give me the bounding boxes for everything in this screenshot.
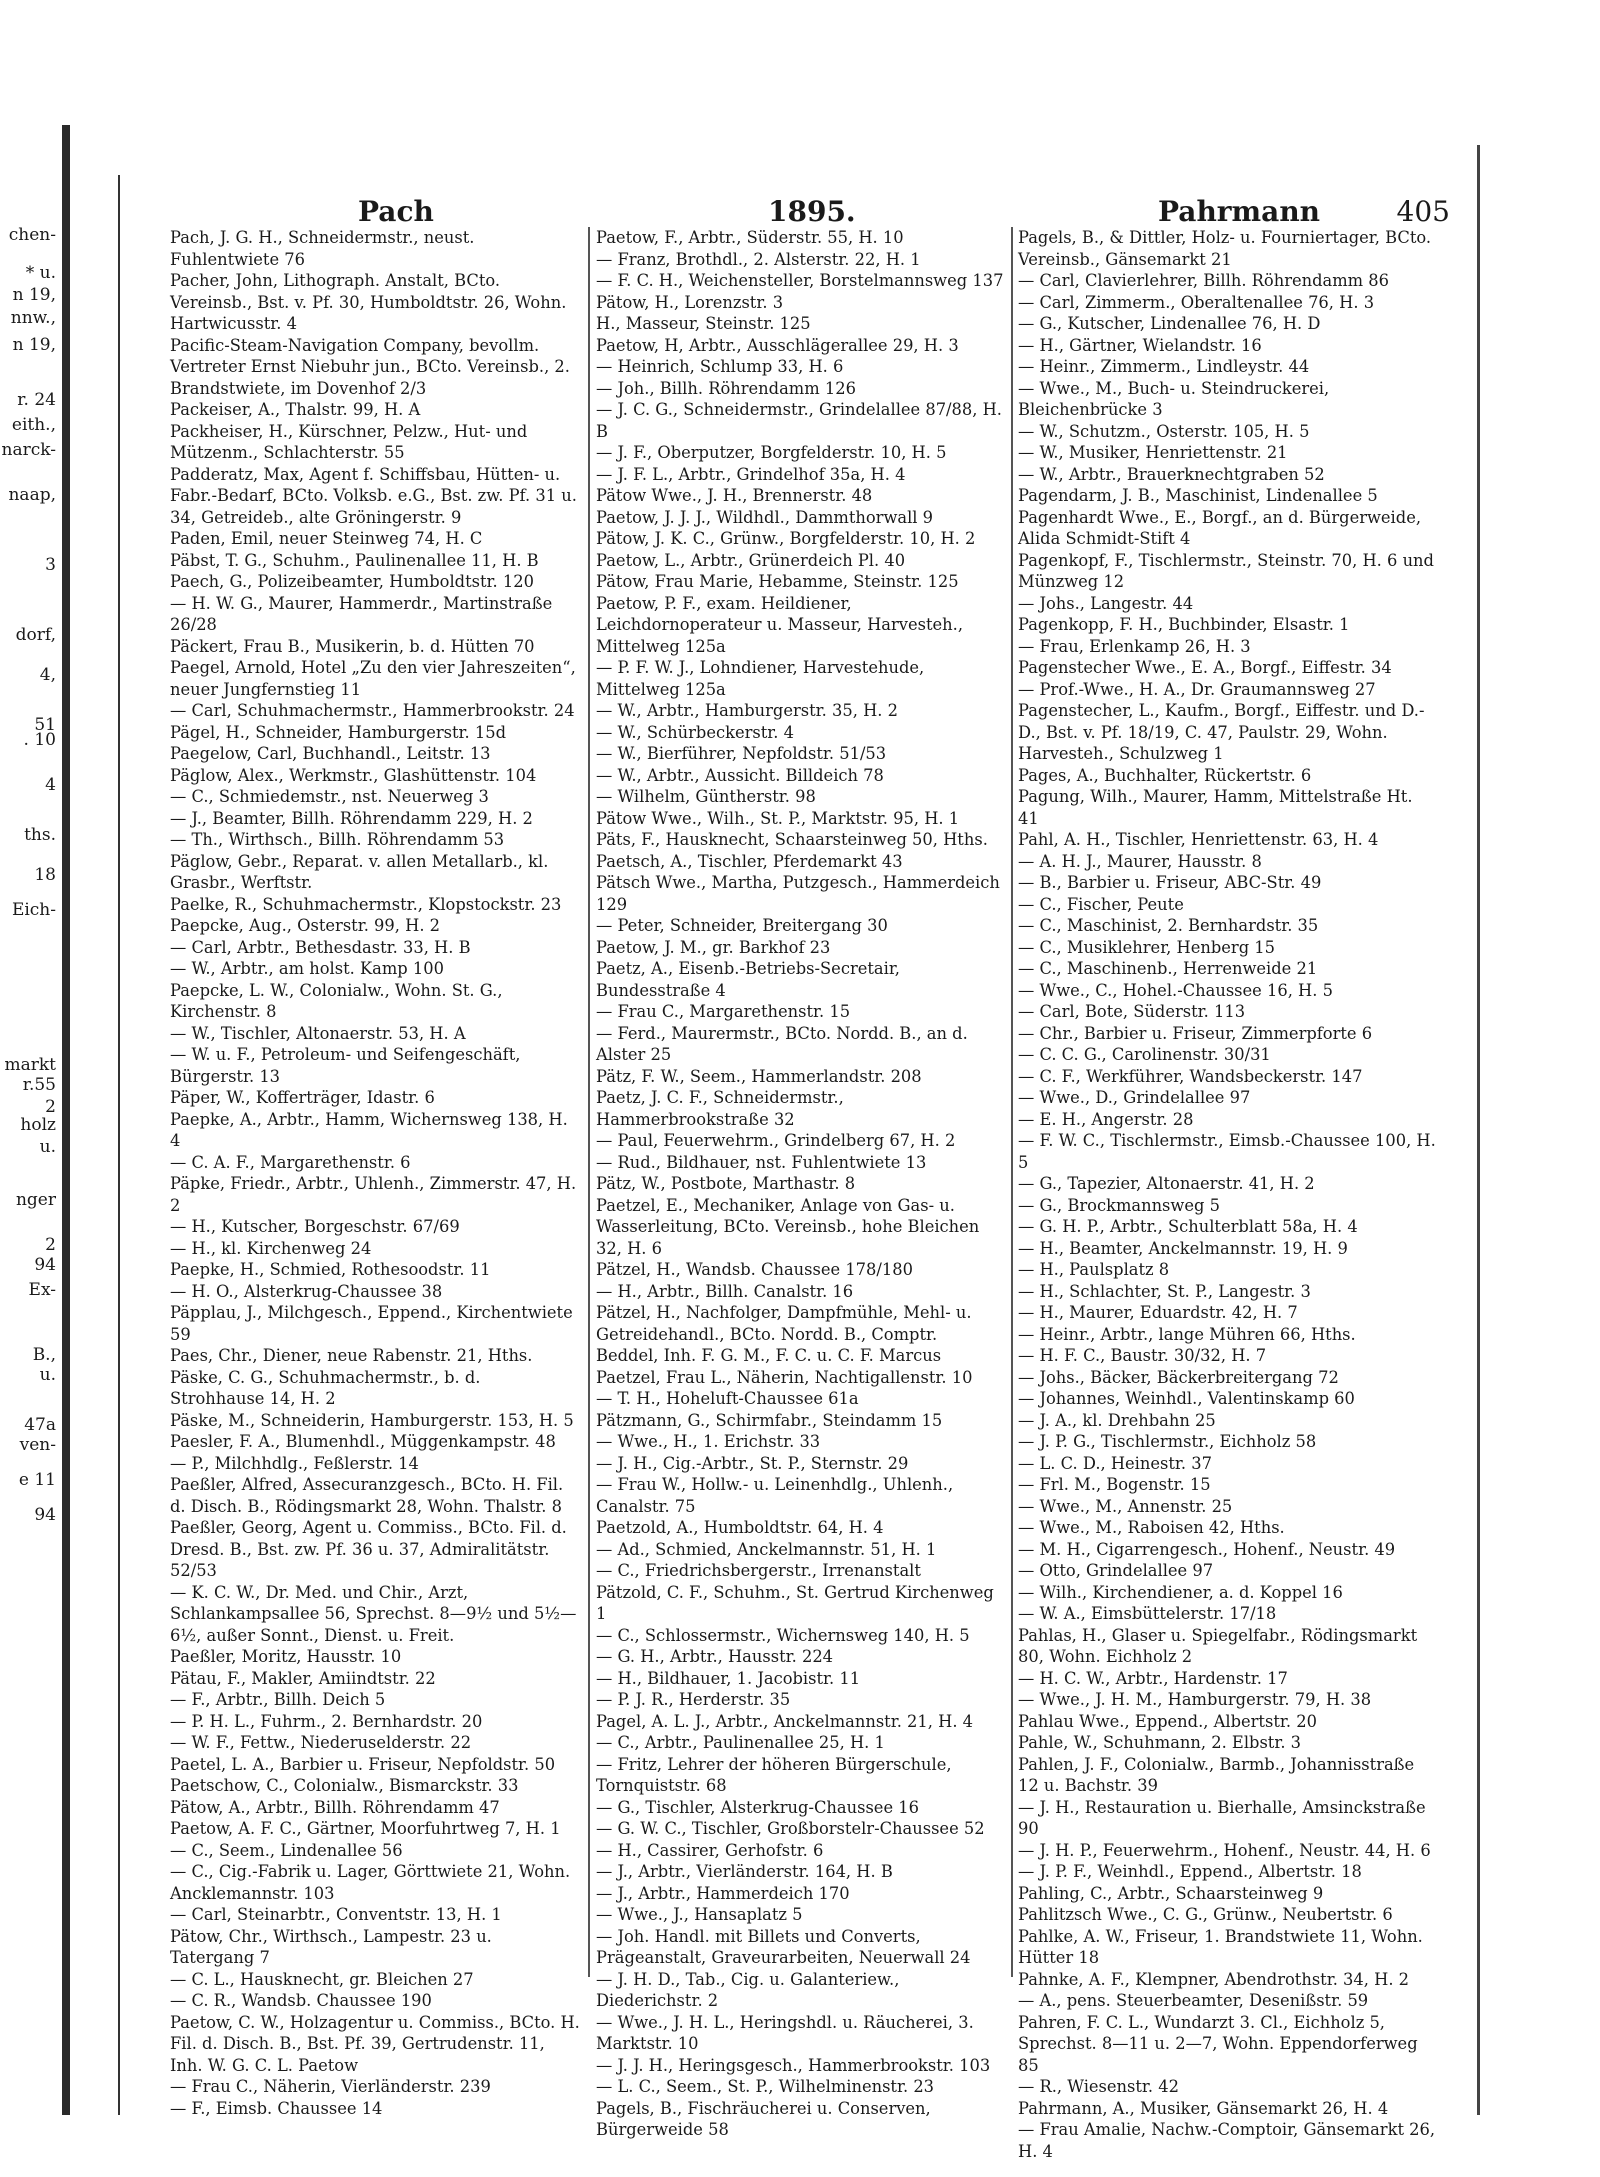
header-year: 1895. xyxy=(768,195,856,228)
directory-entry: — Th., Wirthsch., Billh. Röhrendamm 53 xyxy=(170,830,505,849)
directory-entry: Pagel, A. L. J., Arbtr., Anckelmannstr. 21, H. 4 xyxy=(596,1711,974,1731)
directory-entry: — F., Eimsb. Chaussee 14 xyxy=(170,2098,383,2118)
directory-entry: Paetz, J. C. F., Schneidermstr., Hammerbrookstraße 32 xyxy=(596,1088,844,1129)
directory-entry: — Frau W., Hollw.- u. Leinenhdlg., Uhlenh., Canalstr. 75 xyxy=(596,1475,954,1516)
directory-entry: — G., Brockmannsweg 5 xyxy=(1018,1195,1220,1215)
page-right-border xyxy=(1477,145,1480,2115)
directory-entry: — Frau, Erlenkamp 26, H. 3 xyxy=(1018,636,1251,656)
directory-entry: Pahl, A. H., Tischler, Henriettenstr. 63, H. 4 xyxy=(1018,830,1379,849)
directory-entry: Pätow, J. K. C., Grünw., Borgfelderstr. 10, H. 2 xyxy=(596,529,976,548)
directory-entry: — Wwe., M., Buch- u. Steindruckerei, Bleichenbrücke 3 xyxy=(1018,378,1330,419)
directory-entry: Paech, G., Polizeibeamter, Humboldtstr. 120 xyxy=(170,572,534,591)
directory-entry: Pahrmann, A., Musiker, Gänsemarkt 26, H. 4 xyxy=(1018,2098,1389,2118)
directory-entry: Pahlke, A. W., Friseur, 1. Brandstwiete 11, Wohn. Hütter 18 xyxy=(1018,1926,1423,1967)
directory-entry: Pahnke, A. F., Klempner, Abendrothstr. 34, H. 2 xyxy=(1018,1969,1410,1989)
directory-entry: Pätow, Chr., Wirthsch., Lampestr. 23 u. Tatergang 7 xyxy=(170,1926,492,1967)
directory-entry: — J. A., kl. Drehbahn 25 xyxy=(1018,1410,1216,1430)
directory-entry: Pahlitzsch Wwe., C. G., Grünw., Neubertstr. 6 xyxy=(1018,1905,1393,1924)
adjacent-page-line: B., xyxy=(32,1345,56,1365)
directory-entry: — E. H., Angerstr. 28 xyxy=(1018,1109,1194,1129)
directory-entry: — A. H. J., Maurer, Hausstr. 8 xyxy=(1018,851,1262,871)
directory-entry: — H., Gärtner, Wielandstr. 16 xyxy=(1018,335,1262,355)
directory-entry: Pätzel, H., Nachfolger, Dampfmühle, Mehl- u. Getreidehandl., BCto. Nordd. B., Comptr. Beddel, Inh. F. G. M., F. C. u. C. F. Marcus xyxy=(596,1303,972,1365)
column-divider xyxy=(588,227,590,1977)
directory-entry: — C. R., Wandsb. Chaussee 190 xyxy=(170,1991,432,2010)
directory-entry: — F., Arbtr., Billh. Deich 5 xyxy=(170,1690,386,1709)
directory-entry: Pagels, B., & Dittler, Holz- u. Fourniertager, BCto. Vereinsb., Gänsemarkt 21 xyxy=(1018,228,1432,269)
column-3 xyxy=(1018,227,1438,2162)
adjacent-page-line: 2 xyxy=(45,1235,56,1255)
directory-entry: Pätz, F. W., Seem., Hammerlandstr. 208 xyxy=(596,1066,922,1086)
directory-entry: Pätow, A., Arbtr., Billh. Röhrendamm 47 xyxy=(170,1797,500,1817)
directory-entry: — C. F., Werkführer, Wandsbeckerstr. 147 xyxy=(1018,1066,1363,1086)
directory-entry: Paetel, L. A., Barbier u. Friseur, Nepfoldstr. 50 xyxy=(170,1754,556,1774)
directory-entry: Paetow, F., Arbtr., Süderstr. 55, H. 10 xyxy=(596,228,904,247)
directory-entry: — Frl. M., Bogenstr. 15 xyxy=(1018,1475,1211,1494)
directory-entry: — H., Cassirer, Gerhofstr. 6 xyxy=(596,1840,824,1860)
directory-entry: Pagenhardt Wwe., E., Borgf., an d. Bürgerweide, Alida Schmidt-Stift 4 xyxy=(1018,507,1421,548)
directory-entry: Päpplau, J., Milchgesch., Eppend., Kirchentwiete 59 xyxy=(170,1303,573,1344)
directory-entry: — W., Arbtr., Hamburgerstr. 35, H. 2 xyxy=(596,701,898,720)
directory-entry: Paepke, H., Schmied, Rothesoodstr. 11 xyxy=(170,1260,491,1279)
directory-entry: — Joh. Handl. mit Billets und Converts, Prägeanstalt, Graveurarbeiten, Neuerwall 24 xyxy=(596,1926,971,1967)
directory-entry: Paetschow, C., Colonialw., Bismarckstr. 33 xyxy=(170,1776,519,1795)
directory-entry: Paetow, P. F., exam. Heildiener, Leichdornoperateur u. Masseur, Harvesteh., Mittelweg 125a xyxy=(596,593,964,656)
directory-entry: Pätau, F., Makler, Amiindtstr. 22 xyxy=(170,1668,436,1688)
directory-entry: Paepke, A., Arbtr., Hamm, Wichernsweg 138, H. 4 xyxy=(170,1109,568,1150)
directory-entry: — Prof.-Wwe., H. A., Dr. Graumannsweg 27 xyxy=(1018,679,1376,699)
directory-entry: — C., Friedrichsbergerstr., Irrenanstalt xyxy=(596,1561,921,1580)
directory-entry: Pätz, W., Postbote, Marthastr. 8 xyxy=(596,1174,856,1193)
directory-entry: — C., Cig.-Fabrik u. Lager, Görttwiete 21, Wohn. Ancklemannstr. 103 xyxy=(170,1862,571,1903)
directory-entry: — C., Arbtr., Paulinenallee 25, H. 1 xyxy=(596,1733,885,1752)
directory-entry: — C., Schlossermstr., Wichernsweg 140, H. 5 xyxy=(596,1625,970,1645)
adjacent-page-line: nger xyxy=(15,1190,56,1210)
directory-entry: Päglow, Alex., Werkmstr., Glashüttenstr. 104 xyxy=(170,765,537,785)
directory-entry: — P. F. W. J., Lohndiener, Harvestehude, Mittelweg 125a xyxy=(596,658,925,699)
adjacent-page-line: 4, xyxy=(39,665,56,685)
directory-entry: — Heinrich, Schlump 33, H. 6 xyxy=(596,357,844,376)
directory-entry: — Wwe., J. H. M., Hamburgerstr. 79, H. 38 xyxy=(1018,1690,1372,1709)
directory-entry: — Rud., Bildhauer, nst. Fuhlentwiete 13 xyxy=(596,1152,927,1172)
adjacent-page-line: r.55 xyxy=(22,1075,56,1095)
directory-entry: — W., Arbtr., Brauerknechtgraben 52 xyxy=(1018,464,1325,484)
directory-entry: — Carl, Steinarbtr., Conventstr. 13, H. 1 xyxy=(170,1905,502,1924)
directory-entry: Paetow, J. M., gr. Barkhof 23 xyxy=(596,937,831,957)
directory-entry: Paetzold, A., Humboldtstr. 64, H. 4 xyxy=(596,1518,884,1537)
directory-entry: Pahlas, H., Glaser u. Spiegelfabr., Rödingsmarkt 80, Wohn. Eichholz 2 xyxy=(1018,1625,1418,1666)
directory-entry: — J., Beamter, Billh. Röhrendamm 229, H. 2 xyxy=(170,808,533,828)
directory-entry: Pätow Wwe., J. H., Brennerstr. 48 xyxy=(596,486,873,505)
directory-entry: Päbst, T. G., Schuhm., Paulinenallee 11, H. B xyxy=(170,550,539,570)
directory-entry: — Wwe., J., Hansaplatz 5 xyxy=(596,1905,803,1924)
directory-entry: — Johs., Langestr. 44 xyxy=(1018,593,1194,613)
directory-entry: — W., Tischler, Altonaerstr. 53, H. A xyxy=(170,1023,466,1043)
directory-entry: — J. F. L., Arbtr., Grindelhof 35a, H. 4 xyxy=(596,464,906,484)
directory-entry: — R., Wiesenstr. 42 xyxy=(1018,2077,1179,2096)
directory-entry: — Frau C., Margarethenstr. 15 xyxy=(596,1002,851,1021)
directory-entry: Päts, F., Hausknecht, Schaarsteinweg 50, Hths. xyxy=(596,830,988,849)
directory-entry: — Johannes, Weinhdl., Valentinskamp 60 xyxy=(1018,1389,1355,1408)
directory-entry: Paepcke, L. W., Colonialw., Wohn. St. G., Kirchenstr. 8 xyxy=(170,980,503,1021)
directory-entry: — H., Bildhauer, 1. Jacobistr. 11 xyxy=(596,1668,861,1688)
directory-entry: — Carl, Bote, Süderstr. 113 xyxy=(1018,1002,1246,1021)
directory-entry: — H. F. C., Baustr. 30/32, H. 7 xyxy=(1018,1346,1267,1365)
directory-entry: Paepcke, Aug., Osterstr. 99, H. 2 xyxy=(170,916,441,935)
adjacent-page-fragment xyxy=(0,125,70,2115)
column-divider xyxy=(1011,227,1013,1977)
directory-entry: — F. C. H., Weichensteller, Borstelmannsweg 137 xyxy=(596,271,1004,290)
directory-entry: — H., Schlachter, St. P., Langestr. 3 xyxy=(1018,1281,1311,1301)
directory-entry: Päper, W., Kofferträger, Idastr. 6 xyxy=(170,1088,435,1107)
directory-entry: — Frau C., Näherin, Vierländerstr. 239 xyxy=(170,2077,491,2096)
directory-entry: — Carl, Clavierlehrer, Billh. Röhrendamm 86 xyxy=(1018,271,1390,290)
directory-entry: — Chr., Barbier u. Friseur, Zimmerpforte 6 xyxy=(1018,1023,1373,1043)
directory-entry: — Heinr., Arbtr., lange Mühren 66, Hths. xyxy=(1018,1324,1356,1344)
directory-entry: — K. C. W., Dr. Med. und Chir., Arzt, Schlankampsallee 56, Sprechst. 8—9½ und 5½—6½, außer Sonnt., Dienst. u. Freit. xyxy=(170,1582,577,1645)
directory-entry: — H. W. G., Maurer, Hammerdr., Martinstraße 26/28 xyxy=(170,593,553,634)
directory-entry: — C. C. G., Carolinenstr. 30/31 xyxy=(1018,1045,1271,1064)
directory-entry: — Franz, Brothdl., 2. Alsterstr. 22, H. 1 xyxy=(596,249,921,269)
directory-entry: — W. A., Eimsbüttelerstr. 17/18 xyxy=(1018,1604,1277,1623)
directory-entry: — Wwe., H., 1. Erichstr. 33 xyxy=(596,1432,821,1451)
directory-entry: Pahlau Wwe., Eppend., Albertstr. 20 xyxy=(1018,1711,1317,1731)
adjacent-page-line: 51 xyxy=(34,715,56,735)
directory-entry: Paesler, F. A., Blumenhdl., Müggenkampstr. 48 xyxy=(170,1432,556,1451)
directory-entry: — P., Milchhdlg., Feßlerstr. 14 xyxy=(170,1453,419,1473)
directory-entry: — W., Bierführer, Nepfoldstr. 51/53 xyxy=(596,744,887,763)
directory-entry: Pahren, F. C. L., Wundarzt 3. Cl., Eichholz 5, Sprechst. 8—11 u. 2—7, Wohn. Eppendorferweg 85 xyxy=(1018,2012,1418,2075)
adjacent-page-line: e 11 xyxy=(18,1470,56,1490)
directory-entry: — W., Musiker, Henriettenstr. 21 xyxy=(1018,443,1288,462)
directory-entry: — L. C., Seem., St. P., Wilhelminenstr. 23 xyxy=(596,2077,935,2096)
directory-entry: — B., Barbier u. Friseur, ABC-Str. 49 xyxy=(1018,873,1322,892)
directory-entry: — Carl, Zimmerm., Oberaltenallee 76, H. 3 xyxy=(1018,292,1375,312)
adjacent-page-line: u. xyxy=(39,1365,56,1385)
directory-entry: Pagenkopp, F. H., Buchbinder, Elsastr. 1 xyxy=(1018,615,1350,634)
adjacent-page-line: r. 24 xyxy=(17,390,56,410)
directory-entry: Paetow, J. J. J., Wildhdl., Dammthorwall 9 xyxy=(596,507,934,527)
directory-entry: Päckert, Frau B., Musikerin, b. d. Hütten 70 xyxy=(170,636,535,656)
adjacent-page-line: 47a xyxy=(24,1415,56,1435)
directory-entry: — Wilh., Kirchendiener, a. d. Koppel 16 xyxy=(1018,1582,1343,1602)
directory-entry: — Carl, Arbtr., Bethesdastr. 33, H. B xyxy=(170,937,471,957)
page-edge-shadow xyxy=(62,125,70,2115)
directory-entry: — Paul, Feuerwehrm., Grindelberg 67, H. 2 xyxy=(596,1131,956,1150)
directory-entry: — C. A. F., Margarethenstr. 6 xyxy=(170,1152,411,1172)
directory-entry: — H., Paulsplatz 8 xyxy=(1018,1260,1170,1279)
directory-entry: — Wwe., J. H. L., Heringshdl. u. Räucherei, 3. Marktstr. 10 xyxy=(596,2012,974,2053)
directory-entry: — G., Kutscher, Lindenallee 76, H. D xyxy=(1018,314,1321,333)
directory-entry: — P. J. R., Herderstr. 35 xyxy=(596,1690,791,1709)
directory-entry: — A., pens. Steuerbeamter, Desenißstr. 59 xyxy=(1018,1991,1369,2010)
directory-entry: — W. u. F., Petroleum- und Seifengeschäft, Bürgerstr. 13 xyxy=(170,1045,521,1086)
directory-entry: — T. H., Hoheluft-Chaussee 61a xyxy=(596,1389,859,1408)
directory-entry: Päske, M., Schneiderin, Hamburgerstr. 153, H. 5 xyxy=(170,1410,574,1430)
directory-entry: — Wwe., D., Grindelallee 97 xyxy=(1018,1088,1251,1107)
directory-entry: Paetz, A., Eisenb.-Betriebs-Secretair, Bundesstraße 4 xyxy=(596,959,900,1000)
directory-entry: Paden, Emil, neuer Steinweg 74, H. C xyxy=(170,529,483,548)
directory-entry: Pacific-Steam-Navigation Company, bevollm. Vertreter Ernst Niebuhr jun., BCto. Vereinsb., 2. Brandstwiete, im Dovenhof 2/3 xyxy=(170,335,570,398)
directory-entry: — Joh., Billh. Röhrendamm 126 xyxy=(596,378,856,398)
adjacent-page-line: 94 xyxy=(34,1505,56,1525)
directory-entry: Pach, J. G. H., Schneidermstr., neust. Fuhlentwiete 76 xyxy=(170,228,475,269)
directory-entry: Paelke, R., Schuhmachermstr., Klopstockstr. 23 xyxy=(170,894,562,914)
adjacent-page-line: ths. xyxy=(24,825,56,845)
directory-entry: — Wwe., M., Annenstr. 25 xyxy=(1018,1496,1233,1516)
adjacent-page-line: 2 xyxy=(45,1097,56,1117)
directory-entry: — C., Schmiedemstr., nst. Neuerweg 3 xyxy=(170,787,489,806)
directory-entry: — W., Schutzm., Osterstr. 105, H. 5 xyxy=(1018,421,1310,441)
directory-entry: Päske, C. G., Schuhmachermstr., b. d. Strohhause 14, H. 2 xyxy=(170,1367,481,1408)
directory-entry: — J. H. P., Feuerwehrm., Hohenf., Neustr. 44, H. 6 xyxy=(1018,1840,1431,1860)
directory-page xyxy=(118,135,1480,2161)
adjacent-page-line: nnw., xyxy=(10,308,56,328)
directory-entry: Pätow Wwe., Wilh., St. P., Marktstr. 95, H. 1 xyxy=(596,808,960,828)
directory-entry: Paetow, C. W., Holzagentur u. Commiss., BCto. H. Fil. d. Disch. B., Bst. Pf. 39, Gertrudenstr. 11, Inh. W. G. C. L. Paetow xyxy=(170,2012,580,2075)
directory-entry: — C., Maschinist, 2. Bernhardstr. 35 xyxy=(1018,916,1319,935)
directory-entry: — Peter, Schneider, Breitergang 30 xyxy=(596,916,888,935)
directory-entry: — C., Musiklehrer, Henberg 15 xyxy=(1018,937,1276,957)
directory-entry: — C., Seem., Lindenallee 56 xyxy=(170,1840,403,1860)
directory-entry: — Ferd., Maurermstr., BCto. Nordd. B., an d. Alster 25 xyxy=(596,1023,968,1064)
directory-entry: — J. J. H., Heringsgesch., Hammerbrookstr. 103 xyxy=(596,2055,991,2075)
directory-entry: — C. L., Hausknecht, gr. Bleichen 27 xyxy=(170,1969,474,1989)
directory-entry: — Wwe., M., Raboisen 42, Hths. xyxy=(1018,1518,1285,1537)
directory-entry: Pagendarm, J. B., Maschinist, Lindenallee 5 xyxy=(1018,486,1378,505)
directory-entry: Pägel, H., Schneider, Hamburgerstr. 15d xyxy=(170,722,507,742)
column-2 xyxy=(596,227,1004,2141)
directory-entry: — J. P. F., Weinhdl., Eppend., Albertstr. 18 xyxy=(1018,1862,1362,1881)
directory-entry: Padderatz, Max, Agent f. Schiffsbau, Hütten- u. Fabr.-Bedarf, BCto. Volksb. e.G., Bst. zw. Pf. 31 u. 34, Getreideb., alte Gröningerstr. 9 xyxy=(170,464,577,527)
directory-entry: — C., Fischer, Peute xyxy=(1018,894,1184,914)
directory-entry: — J. C. G., Schneidermstr., Grindelallee 87/88, H. B xyxy=(596,400,1002,441)
directory-entry: Pagenstecher, L., Kaufm., Borgf., Eiffestr. und D.-D., Bst. v. Pf. 18/19, C. 47, Paulstr. 29, Wohn. Harvesteh., Schulzweg 1 xyxy=(1018,701,1425,763)
adjacent-page-line: . 10 xyxy=(23,730,56,750)
page-left-border xyxy=(118,175,120,2115)
directory-entry: — F. W. C., Tischlermstr., Eimsb.-Chaussee 100, H. 5 xyxy=(1018,1131,1436,1172)
adjacent-page-line: n 19, xyxy=(12,335,56,355)
directory-entry: — Ad., Schmied, Anckelmannstr. 51, H. 1 xyxy=(596,1539,937,1559)
directory-entry: Pätow, Frau Marie, Hebamme, Steinstr. 125 xyxy=(596,572,959,591)
directory-entry: Paeßler, Georg, Agent u. Commiss., BCto. Fil. d. Dresd. B., Bst. zw. Pf. 36 u. 37, Admiralitätstr. 52/53 xyxy=(170,1518,567,1580)
directory-entry: Pagels, B., Fischräucherei u. Conserven, Bürgerweide 58 xyxy=(596,2098,931,2139)
adjacent-page-line: narck- xyxy=(1,440,56,460)
directory-entry: — G., Tapezier, Altonaerstr. 41, H. 2 xyxy=(1018,1174,1315,1193)
adjacent-page-line: 18 xyxy=(34,865,56,885)
adjacent-page-line: holz xyxy=(20,1115,56,1135)
directory-entry: — H., Kutscher, Borgeschstr. 67/69 xyxy=(170,1217,460,1236)
directory-entry: — W. F., Fettw., Niederuselderstr. 22 xyxy=(170,1733,472,1752)
directory-entry: Pahlen, J. F., Colonialw., Barmb., Johannisstraße 12 u. Bachstr. 39 xyxy=(1018,1754,1415,1795)
directory-entry: Pacher, John, Lithograph. Anstalt, BCto. Vereinsb., Bst. v. Pf. 30, Humboldtstr. 26, Wohn. Hartwicusstr. 4 xyxy=(170,271,567,333)
adjacent-page-line: 4 xyxy=(45,775,56,795)
header-first-entry: Pach xyxy=(358,195,434,228)
directory-entry: — G. H., Arbtr., Hausstr. 224 xyxy=(596,1647,834,1666)
directory-entry: Pätzel, H., Wandsb. Chaussee 178/180 xyxy=(596,1260,913,1279)
directory-entry: — W., Arbtr., am holst. Kamp 100 xyxy=(170,959,444,978)
directory-entry: Paetzel, Frau L., Näherin, Nachtigallenstr. 10 xyxy=(596,1367,973,1387)
directory-entry: Pahle, W., Schuhmann, 2. Elbstr. 3 xyxy=(1018,1733,1302,1752)
adjacent-page-line: u. xyxy=(39,1137,56,1157)
directory-entry: — H., Maurer, Eduardstr. 42, H. 7 xyxy=(1018,1303,1298,1322)
adjacent-page-line: dorf, xyxy=(15,625,56,645)
adjacent-page-line: Eich- xyxy=(11,900,56,920)
page-number: 405 xyxy=(1396,195,1450,228)
directory-entry: — J. F., Oberputzer, Borgfelderstr. 10, H. 5 xyxy=(596,443,947,462)
directory-entry: — J. H. D., Tab., Cig. u. Galanteriew., Diederichstr. 2 xyxy=(596,1969,900,2010)
adjacent-page-line: markt xyxy=(4,1055,56,1075)
directory-entry: — L. C. D., Heinestr. 37 xyxy=(1018,1453,1212,1473)
directory-entry: — H., Arbtr., Billh. Canalstr. 16 xyxy=(596,1281,854,1301)
directory-entry: Paetow, H, Arbtr., Ausschlägerallee 29, H. 3 xyxy=(596,335,959,355)
adjacent-page-line: 3 xyxy=(45,555,56,575)
directory-entry: Pahling, C., Arbtr., Schaarsteinweg 9 xyxy=(1018,1883,1324,1903)
directory-entry: — C., Maschinenb., Herrenweide 21 xyxy=(1018,959,1318,978)
directory-entry: Pagenkopf, F., Tischlermstr., Steinstr. 70, H. 6 und Münzweg 12 xyxy=(1018,550,1434,591)
directory-entry: — Otto, Grindelallee 97 xyxy=(1018,1561,1214,1580)
directory-entry: — Frau Amalie, Nachw.-Comptoir, Gänsemarkt 26, H. 4 xyxy=(1018,2120,1436,2161)
directory-entry: — H., Beamter, Anckelmannstr. 19, H. 9 xyxy=(1018,1238,1348,1258)
directory-entry: — J., Arbtr., Hammerdeich 170 xyxy=(596,1883,850,1903)
directory-entry: Päglow, Gebr., Reparat. v. allen Metallarb., kl. Grasbr., Werftstr. xyxy=(170,851,549,892)
adjacent-page-line: naap, xyxy=(8,485,56,505)
header-last-entry: Pahrmann xyxy=(1158,195,1321,228)
adjacent-page-line: chen- xyxy=(8,225,56,245)
directory-entry: Paegel, Arnold, Hotel „Zu den vier Jahreszeiten“, neuer Jungfernstieg 11 xyxy=(170,658,576,699)
directory-entry: — H. O., Alsterkrug-Chaussee 38 xyxy=(170,1281,443,1301)
adjacent-page-line: Ex- xyxy=(28,1280,56,1300)
directory-entry: Pätsch Wwe., Martha, Putzgesch., Hammerdeich 129 xyxy=(596,873,1000,914)
directory-entry: Pätzold, C. F., Schuhm., St. Gertrud Kirchenweg 1 xyxy=(596,1582,994,1623)
directory-entry: — J., Arbtr., Vierländerstr. 164, H. B xyxy=(596,1862,893,1881)
directory-entry: — J. P. G., Tischlermstr., Eichholz 58 xyxy=(1018,1432,1317,1451)
directory-entry: Paetzel, E., Mechaniker, Anlage von Gas- u. Wasserleitung, BCto. Vereinsb., hohe Bleichen 32, H. 6 xyxy=(596,1195,980,1258)
directory-entry: H., Masseur, Steinstr. 125 xyxy=(596,314,811,333)
directory-entry: Paegelow, Carl, Buchhandl., Leitstr. 13 xyxy=(170,744,491,763)
adjacent-page-line: ven- xyxy=(19,1435,56,1455)
directory-entry: — G., Tischler, Alsterkrug-Chaussee 16 xyxy=(596,1797,919,1817)
directory-entry: — Carl, Schuhmachermstr., Hammerbrookstr. 24 xyxy=(170,701,575,720)
directory-entry: Paetsch, A., Tischler, Pferdemarkt 43 xyxy=(596,851,903,871)
directory-entry: Paes, Chr., Diener, neue Rabenstr. 21, Hths. xyxy=(170,1346,533,1365)
directory-entry: — W., Arbtr., Aussicht. Billdeich 78 xyxy=(596,765,884,785)
directory-entry: — G. H. P., Arbtr., Schulterblatt 58a, H. 4 xyxy=(1018,1217,1358,1236)
directory-entry: — Heinr., Zimmerm., Lindleystr. 44 xyxy=(1018,357,1310,376)
adjacent-page-line: n 19, xyxy=(12,285,56,305)
directory-entry: — Johs., Bäcker, Bäckerbreitergang 72 xyxy=(1018,1367,1339,1387)
directory-entry: — P. H. L., Fuhrm., 2. Bernhardstr. 20 xyxy=(170,1711,483,1731)
directory-entry: — J. H., Restauration u. Bierhalle, Amsinckstraße 90 xyxy=(1018,1797,1426,1838)
adjacent-page-line: * u. xyxy=(25,263,56,283)
directory-entry: Pagung, Wilh., Maurer, Hamm, Mittelstraße Ht. 41 xyxy=(1018,787,1413,828)
running-header xyxy=(128,195,1470,229)
adjacent-page-line: eith., xyxy=(11,415,56,435)
directory-entry: — Fritz, Lehrer der höheren Bürgerschule, Tornquiststr. 68 xyxy=(596,1754,952,1795)
directory-entry: Pätow, H., Lorenzstr. 3 xyxy=(596,292,784,312)
directory-entry: Packeiser, A., Thalstr. 99, H. A xyxy=(170,400,421,419)
adjacent-page-line: 94 xyxy=(34,1255,56,1275)
directory-entry: Packheiser, H., Kürschner, Pelzw., Hut- und Mützenm., Schlachterstr. 55 xyxy=(170,421,528,462)
column-1 xyxy=(170,227,580,2119)
directory-entry: Pagenstecher Wwe., E. A., Borgf., Eiffestr. 34 xyxy=(1018,658,1392,677)
directory-entry: — H., kl. Kirchenweg 24 xyxy=(170,1238,372,1258)
directory-entry: — G. W. C., Tischler, Großborstelr-Chaussee 52 xyxy=(596,1819,985,1838)
directory-entry: Paetow, A. F. C., Gärtner, Moorfuhrtweg 7, H. 1 xyxy=(170,1819,561,1838)
directory-entry: Paetow, L., Arbtr., Grünerdeich Pl. 40 xyxy=(596,550,906,570)
directory-entry: — J. H., Cig.-Arbtr., St. P., Sternstr. 29 xyxy=(596,1453,909,1473)
directory-entry: Pages, A., Buchhalter, Rückertstr. 6 xyxy=(1018,765,1312,785)
directory-entry: Pätzmann, G., Schirmfabr., Steindamm 15 xyxy=(596,1410,943,1430)
directory-entry: — M. H., Cigarrengesch., Hohenf., Neustr. 49 xyxy=(1018,1539,1396,1559)
directory-entry: — W., Schürbeckerstr. 4 xyxy=(596,722,794,742)
directory-entry: — Wwe., C., Hohel.-Chaussee 16, H. 5 xyxy=(1018,980,1333,1000)
directory-entry: Paeßler, Moritz, Hausstr. 10 xyxy=(170,1647,402,1666)
directory-entry: Paeßler, Alfred, Assecuranzgesch., BCto. H. Fil. d. Disch. B., Rödingsmarkt 28, Wohn. Thalstr. 8 xyxy=(170,1475,564,1516)
directory-entry: Päpke, Friedr., Arbtr., Uhlenh., Zimmerstr. 47, H. 2 xyxy=(170,1174,577,1215)
directory-entry: — Wilhelm, Güntherstr. 98 xyxy=(596,787,816,806)
directory-entry: — H. C. W., Arbtr., Hardenstr. 17 xyxy=(1018,1668,1288,1688)
